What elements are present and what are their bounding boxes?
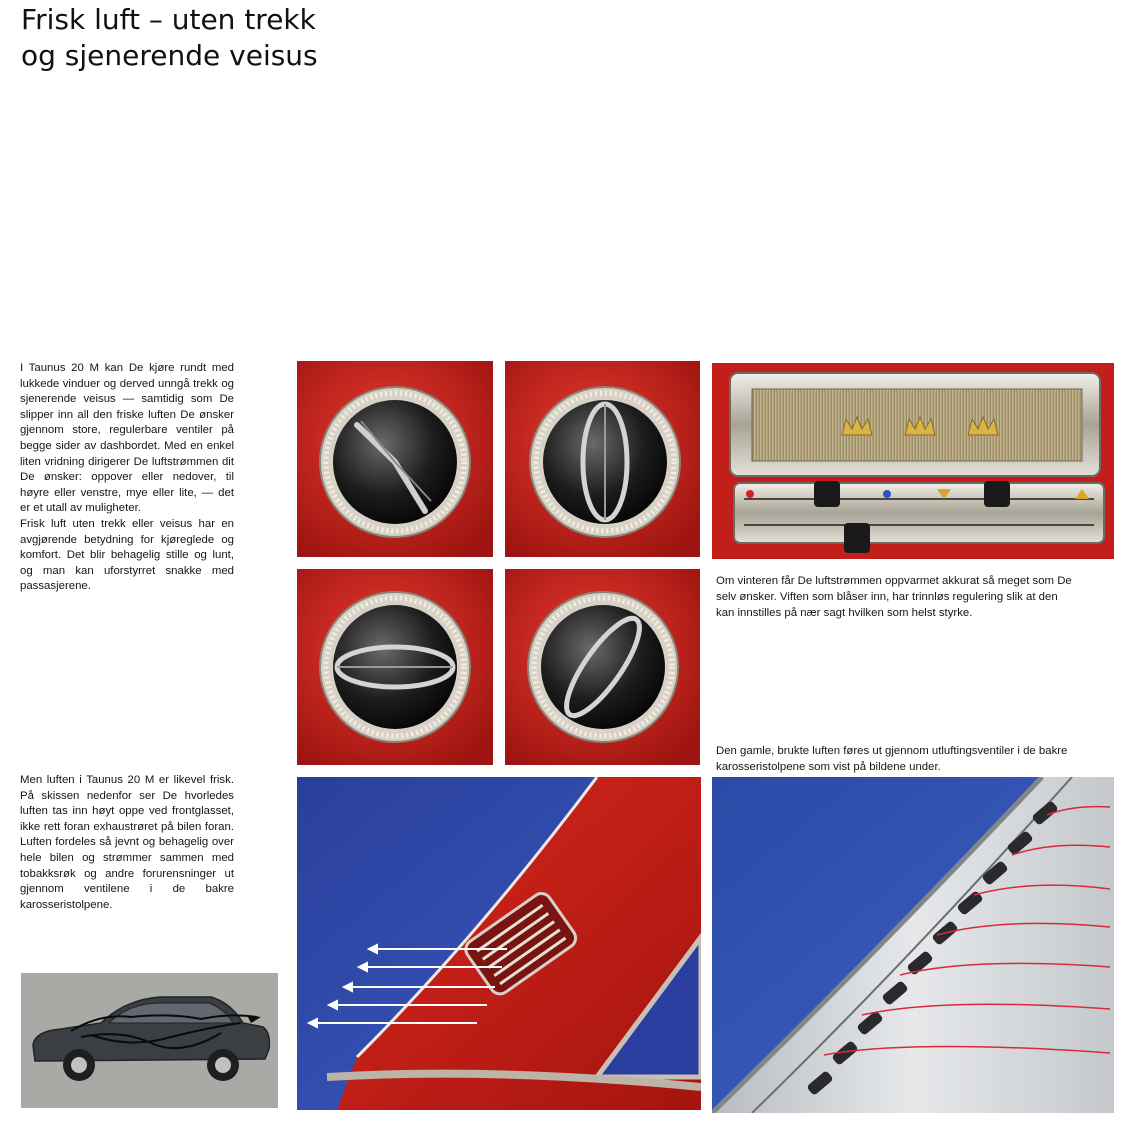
title-line-2: og sjenerende veisus <box>21 39 318 72</box>
heater-caption: Om vinteren får De luftstrømmen oppvarmet akkurat så meget som De selv ønsker. Viften som blåser inn, har trinnløs regulering slik at den kan innstilles på nær sagt hvilken som helst styrke. <box>716 575 1072 619</box>
air-intake-photo <box>297 777 701 1110</box>
airflow-text <box>20 773 234 913</box>
page-title <box>21 2 581 74</box>
heater-controls-photo <box>712 363 1114 559</box>
round-air-vent-icon <box>505 361 700 557</box>
title-line-1: Frisk luft – uten trekk <box>21 3 316 36</box>
airflow-paragraph: Men luften i Taunus 20 M er likevel frisk. På skissen nedenfor ser De hvorledes luften tas inn høyt oppe ved frontglasset, ikke rett foran exhaustrøret på bilen foran. Luften fordeles så jevnt og behagelig over hele bilen og strømmer sammen med tobakksrøk og andre forurensninger ut gjennom ventilene i de bakre karosseristolpene. <box>20 774 234 911</box>
vent-photo-4 <box>505 569 700 765</box>
exhaust-vent-photo <box>712 777 1114 1113</box>
intro-paragraph-1: I Taunus 20 M kan De kjøre rundt med lukkede vinduer og derved unngå trekk og sjenerende veisus — samtidig som De slipper inn all den friske luften De ønsker gjennom store, regulerbare ventiler på begge sider av dashbordet. Med en enkel liten vridning dirigerer De luftstrømmen dit De ønsker: oppover eller nedover, til høyre eller venstre, mye eller lite, — det er et utall av muligheter. <box>20 362 234 515</box>
vent-photo-2 <box>505 361 700 557</box>
vent-photo-3 <box>297 569 493 765</box>
vent-photo-1 <box>297 361 493 557</box>
intro-text <box>20 361 234 595</box>
round-air-vent-icon <box>297 361 493 557</box>
intro-paragraph-2: Frisk luft uten trekk eller veisus har en avgjørende betydning for kjøreglede og komfort. Det blir behagelig stille og lunt, og man kan uforstyrret snakke med passasjerene. <box>20 517 234 593</box>
exhaust-caption: Den gamle, brukte luften føres ut gjennom utluftingsventiler i de bakre karosseristolpene som vist på bildene under. <box>716 745 1068 773</box>
round-air-vent-icon <box>505 569 700 765</box>
car-airflow-sketch <box>21 973 278 1108</box>
round-air-vent-icon <box>297 569 493 765</box>
